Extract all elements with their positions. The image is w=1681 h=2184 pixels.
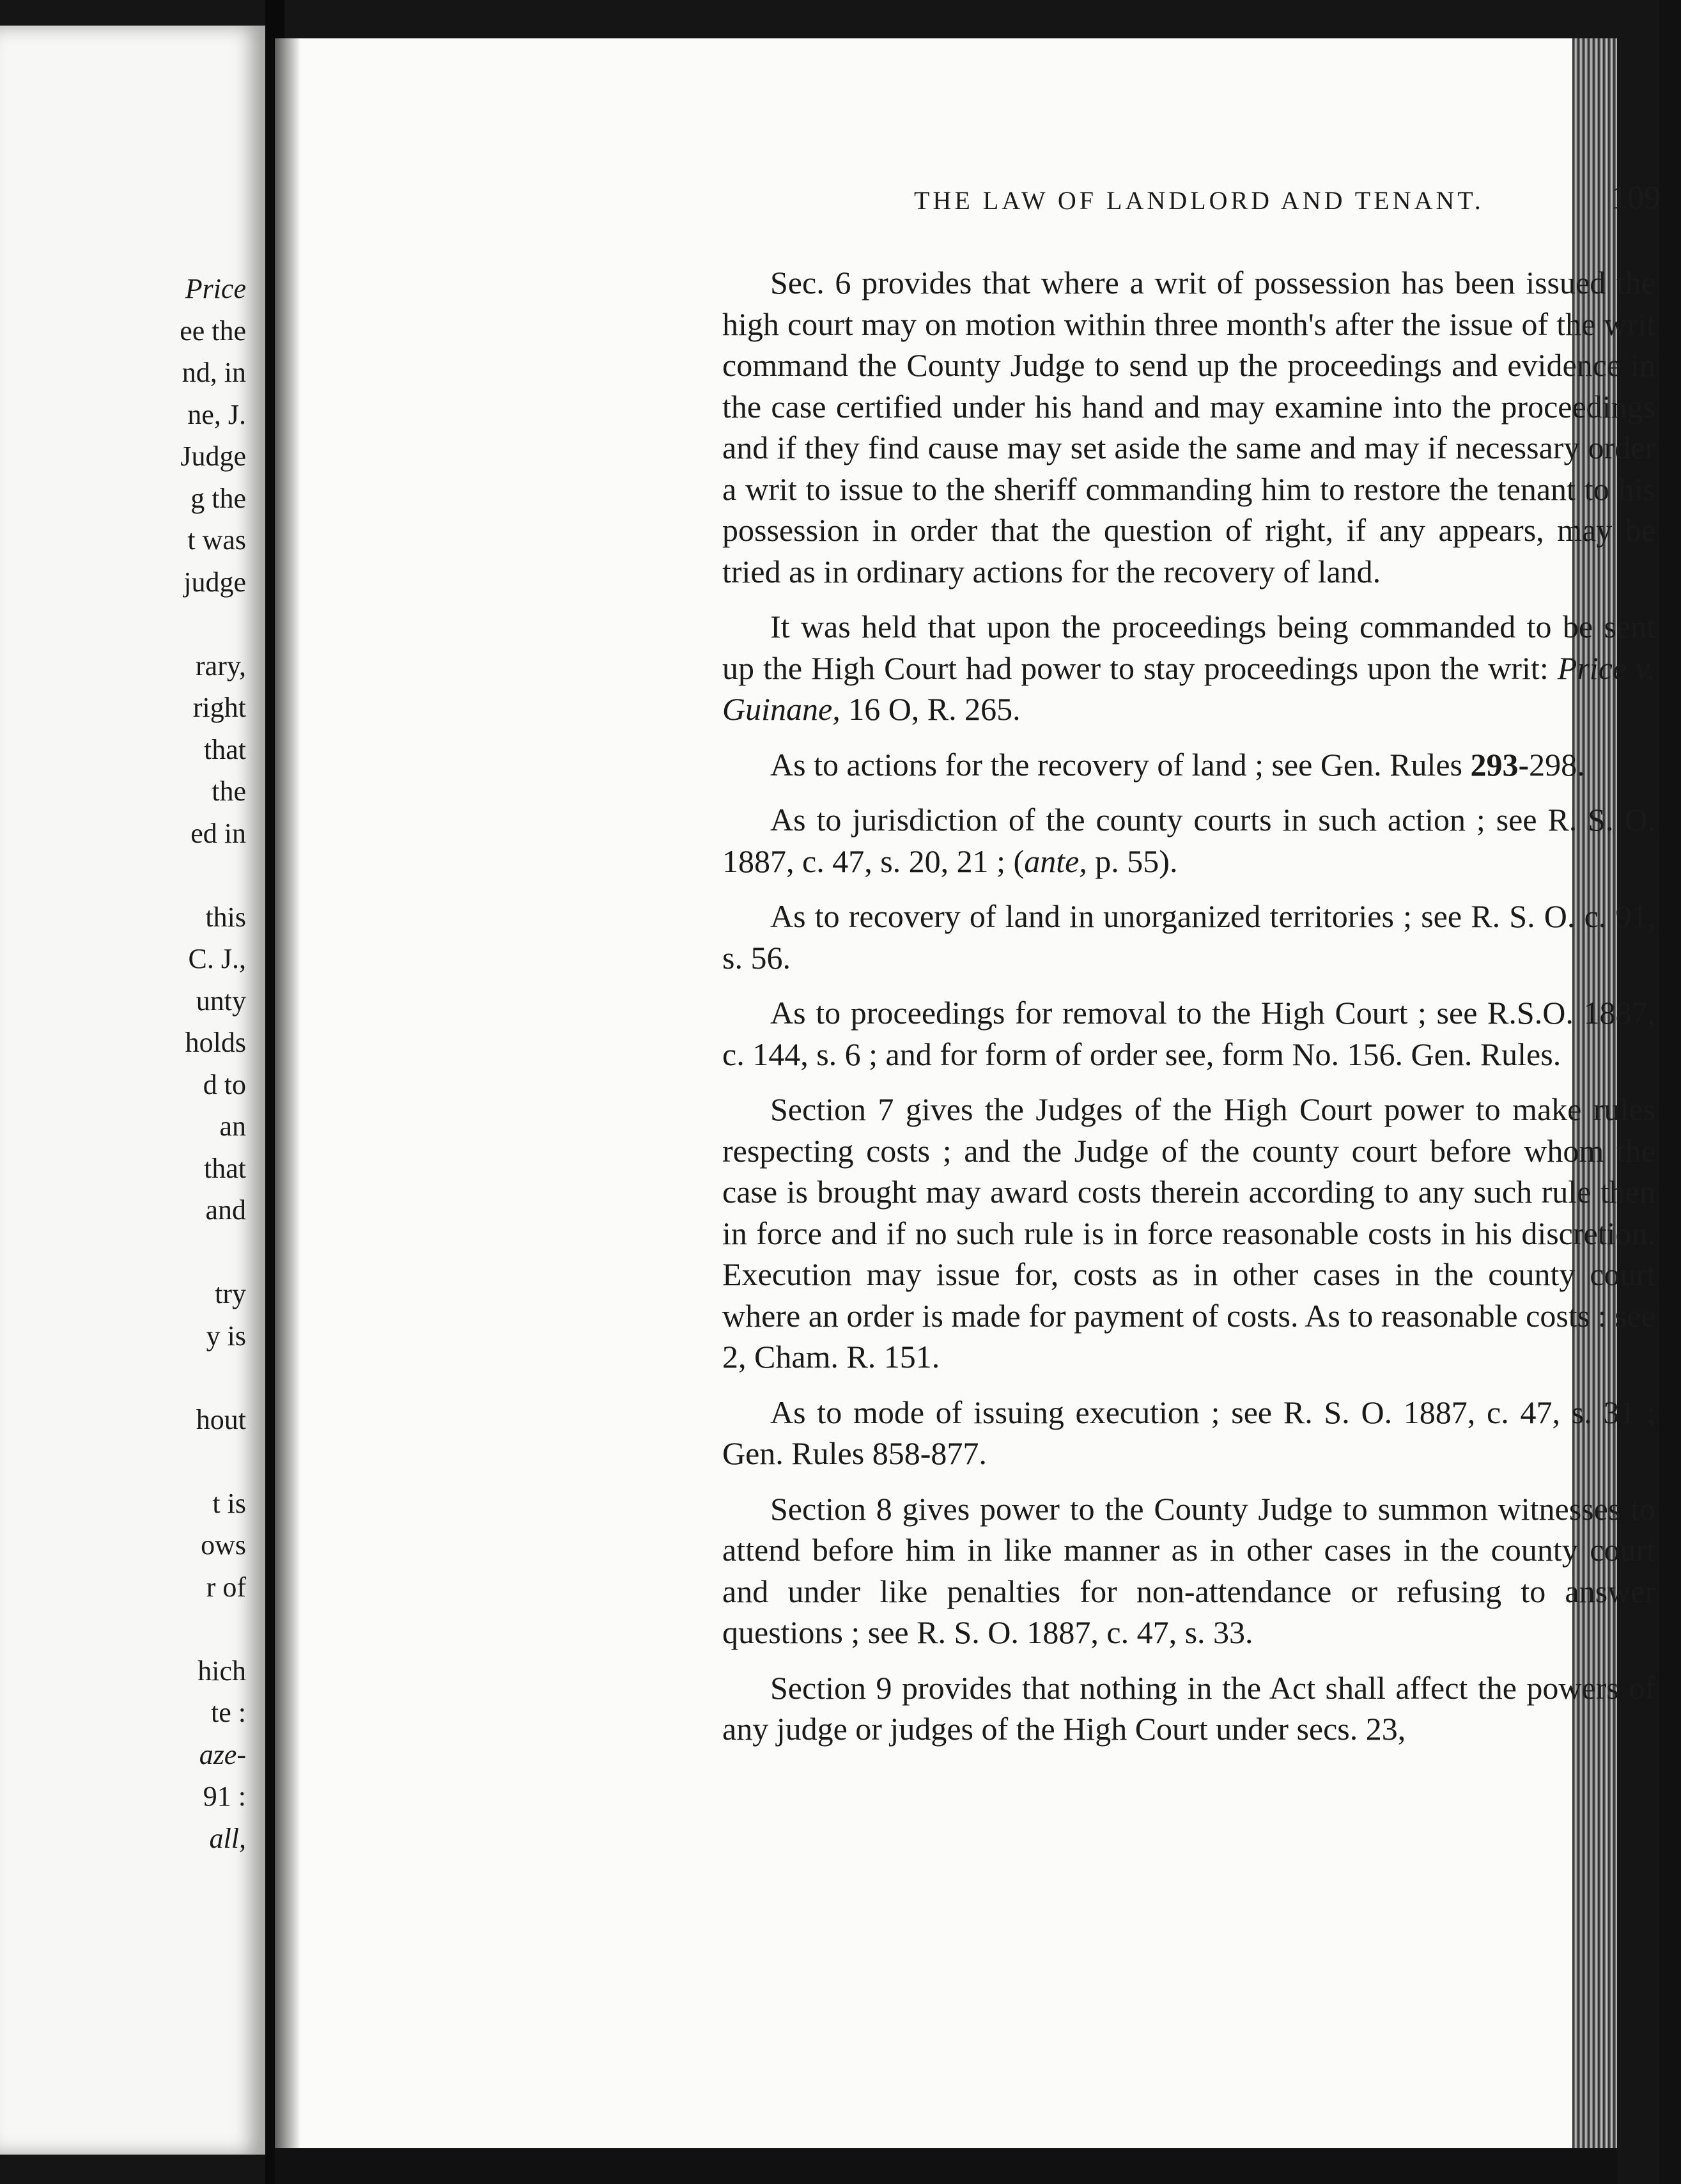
- rule-number: 293-: [1470, 746, 1530, 783]
- left-page-line: unty: [196, 985, 246, 1017]
- left-page-line: try: [215, 1278, 246, 1309]
- running-title: THE LAW OF LANDLORD AND TENANT.: [914, 186, 1484, 215]
- left-page-line: ee the: [180, 315, 246, 347]
- paragraph: As to mode of issuing execution ; see R. S. O. 1887, c. 47, s. 31 ; Gen. Rules 858-877.: [722, 1394, 1655, 1471]
- left-page-line: all,: [209, 1822, 246, 1854]
- page-header: [914, 180, 1681, 230]
- case-citation: Price v. Guinane,: [722, 650, 1655, 727]
- right-page: [275, 38, 1661, 2148]
- paragraph: Section 7 gives the Judges of the High Court power to make rules respecting costs ; and the Judge of the county court before whom the case is brought may award costs therein according to any such rule then in force and if no such rule is in force reasonable costs in his discretion. Execution may issue for, costs as in other cases in the county court where an order is made for payment of costs. As to reasonable costs : see 2, Cham. R. 151.: [722, 1091, 1655, 1375]
- paragraph: Sec. 6 provides that where a writ of possession has been issued the high court may on motion within three month's after the issue of the writ command the County Judge to send up the proceedings and evidence in the case certified under his hand and may examine into the proceedings and if they find cause may set aside the same and may if necessary order a writ to issue to the sheriff commanding him to restore the tenant to his possession in order that the question of right, if any appears, may be tried as in ordinary actions for the recovery of land.: [722, 265, 1655, 589]
- left-page-line: t was: [187, 524, 246, 556]
- left-page-line: an: [219, 1111, 246, 1142]
- paragraph-text: 16 O, R. 265.: [840, 691, 1021, 727]
- paragraph: As to recovery of land in unorganized territories ; see R. S. O. c. 91, s. 56.: [722, 898, 1655, 976]
- left-page-line: t is: [212, 1487, 246, 1519]
- left-page-line: the: [212, 776, 246, 807]
- page-number: 109: [1611, 180, 1661, 216]
- left-page-line: ed in: [190, 817, 246, 849]
- paragraph: As to proceedings for removal to the High Court ; see R.S.O. 1887, c. 144, s. 6 ; and for form of order see, form No. 156. Gen. Rules.: [722, 995, 1655, 1072]
- left-page-line: hich: [198, 1655, 246, 1687]
- ante-reference: ante,: [1024, 843, 1087, 879]
- left-page-line: that: [204, 1152, 246, 1184]
- left-page-line: te :: [211, 1697, 246, 1728]
- paragraph-text: As to actions for the recovery of land ; see Gen. Rules: [770, 746, 1471, 783]
- paragraph: [722, 799, 1655, 882]
- left-page-line: Judge: [180, 441, 246, 472]
- left-page-line: aze-: [199, 1738, 246, 1770]
- left-page-line: rary,: [196, 650, 246, 682]
- left-page-line: y is: [206, 1320, 246, 1352]
- left-page-line: this: [205, 901, 246, 933]
- left-page-line: hout: [196, 1403, 246, 1435]
- left-page: [0, 26, 265, 2155]
- paragraph: Section 9 provides that nothing in the Act shall affect the powers of any judge or judges of the High Court under secs. 23,: [722, 1669, 1655, 1747]
- paragraph-text: It was held that upon the proceedings being commanded to be sent up the High Court had power to stay proceedings upon the writ:: [722, 609, 1655, 686]
- left-page-line: 91 :: [203, 1781, 246, 1812]
- body-text: [722, 262, 1655, 1750]
- left-page-line: nd, in: [182, 357, 246, 388]
- left-page-line: right: [192, 692, 246, 723]
- paragraph: Section 8 gives power to the County Judge to summon witnesses to attend before him in like manner as in other cases in the county court and under like penalties for non-attendance or refusing to answer questions ; see R. S. O. 1887, c. 47, s. 33.: [722, 1490, 1655, 1650]
- left-page-line: holds: [185, 1027, 246, 1058]
- left-page-line: ows: [201, 1529, 246, 1561]
- left-page-line: Price: [185, 273, 246, 304]
- bottom-shadow: [275, 2148, 1617, 2184]
- left-page-line: ne, J.: [187, 398, 246, 430]
- left-page-line: judge: [183, 566, 246, 598]
- paragraph-text: 298.: [1529, 746, 1585, 783]
- left-page-line: C. J.,: [188, 943, 246, 974]
- left-page-line: d to: [203, 1068, 246, 1100]
- paragraph-text: p. 55).: [1087, 843, 1178, 879]
- paragraph: [722, 744, 1655, 786]
- spine-shadow: [275, 38, 300, 2148]
- paragraph: [722, 606, 1655, 730]
- left-page-line: r of: [206, 1571, 246, 1603]
- left-page-line: that: [204, 733, 246, 765]
- paragraph-text: As to jurisdiction of the county courts in such action ; see R. S. O. 1887, c. 47, s. 20, 21 ; (: [722, 802, 1655, 879]
- left-page-line: and: [205, 1194, 246, 1226]
- left-page-line: g the: [190, 482, 246, 514]
